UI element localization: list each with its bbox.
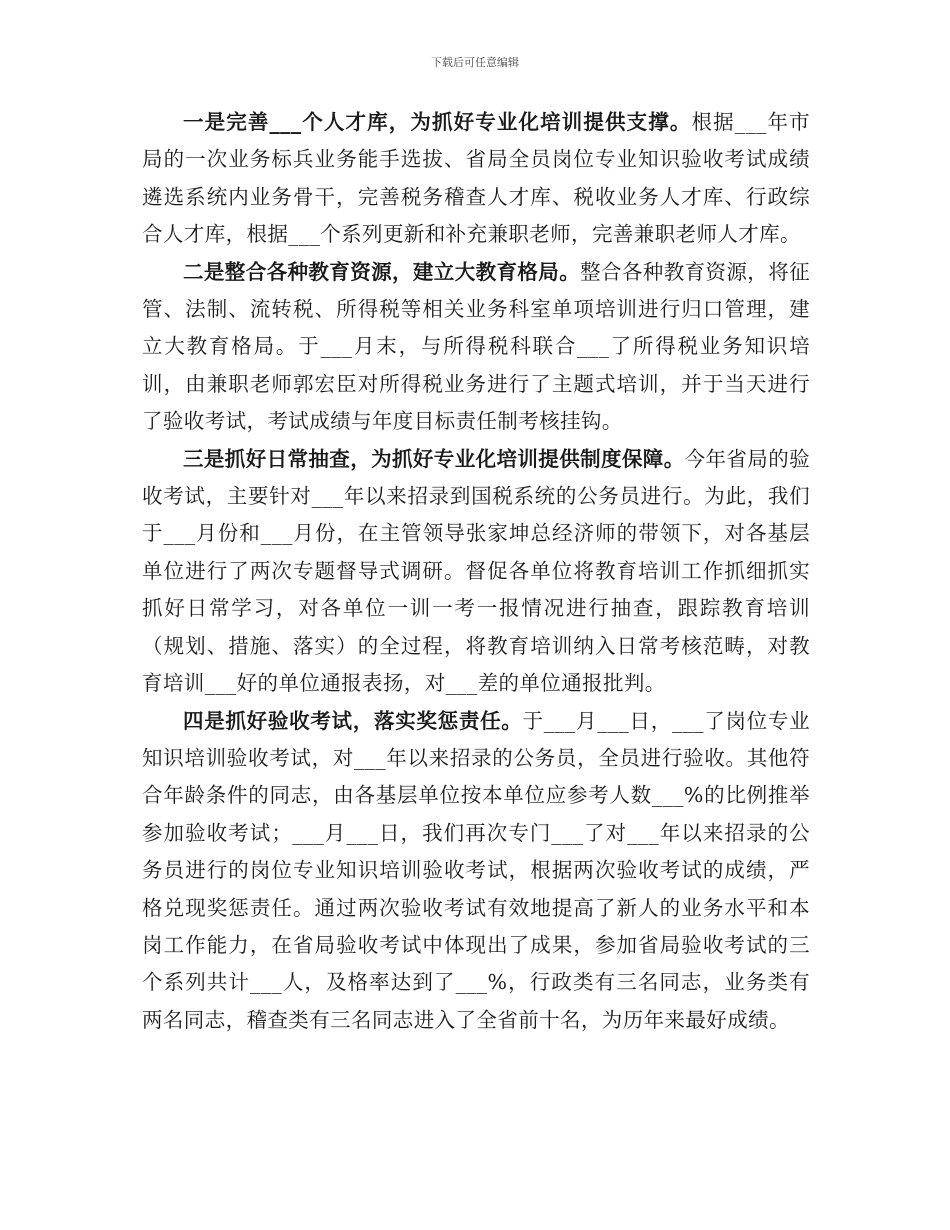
paragraph-3-heading: 三是抓好日常抽查，为抓好专业化培训提供制度保障。	[183, 446, 685, 471]
paragraph-1	[142, 104, 810, 254]
paragraph-4-heading: 四是抓好验收考试，落实奖惩责任。	[183, 708, 523, 733]
paragraph-2-heading: 二是整合各种教育资源，建立大教育格局。	[183, 259, 581, 284]
paragraph-1-heading: 一是完善___个人才库，为抓好专业化培训提供支撑。	[183, 110, 692, 134]
paragraph-1-text: 根据___年市局的一次业务标兵业务能手选拔、省局全员岗位专业知识验收考试成绩遴选系统内业务骨干，完善税务稽查人才库、税收业务人才库、行政综合人才库，根据___个系列更新和补充兼职老师，完善兼职老师人才库。	[142, 110, 810, 247]
paragraph-2-text: 整合各种教育资源，将征管、法制、流转税、所得税等相关业务科室单项培训进行归口管理，建立大教育格局。于___月末，与所得税科联合___了所得税业务知识培训，由兼职老师郭宏臣对所得税业务进行了主题式培训，并于当天进行了验收考试，考试成绩与年度目标责任制考核挂钩。	[142, 259, 811, 434]
page-header-note: 下载后可任意编辑	[431, 56, 519, 69]
paragraph-3	[142, 441, 810, 703]
paragraph-4-text: 于___月___日，___了岗位专业知识培训验收考试，对___年以来招录的公务员，全员进行验收。其他符合年龄条件的同志，由各基层单位按本单位应参考人数___%的比例推举参加验收考试；___月___日，我们再次专门___了对___年以来招录的公务员进行的岗位专业知识培训验收考试，根据两次验收考试的成绩，严格兑现奖惩责任。通过两次验收考试有效地提高了新人的业务水平和本岗工作能力，在省局验收考试中体现出了成果，参加省局验收考试的三个系列共计___人，及格率达到了___%，行政类有三名同志，业务类有两名同志，稽查类有三名同志进入了全省前十名，为历年来最好成绩。	[142, 708, 811, 1032]
paragraph-3-text: 今年省局的验收考试，主要针对___年以来招录到国税系统的公务员进行。为此，我们于___月份和___月份，在主管领导张家坤总经济师的带领下，对各基层单位进行了两次专题督导式调研。督促各单位将教育培训工作抓细抓实抓好日常学习，对各单位一训一考一报情况进行抽查，跟踪教育培训（规划、措施、落实）的全过程，将教育培训纳入日常考核范畴，对教育培训___好的单位通报表扬，对___差的单位通报批判。	[142, 446, 811, 696]
paragraph-4	[142, 703, 810, 1040]
document-body	[142, 104, 810, 1039]
paragraph-2	[142, 254, 810, 441]
